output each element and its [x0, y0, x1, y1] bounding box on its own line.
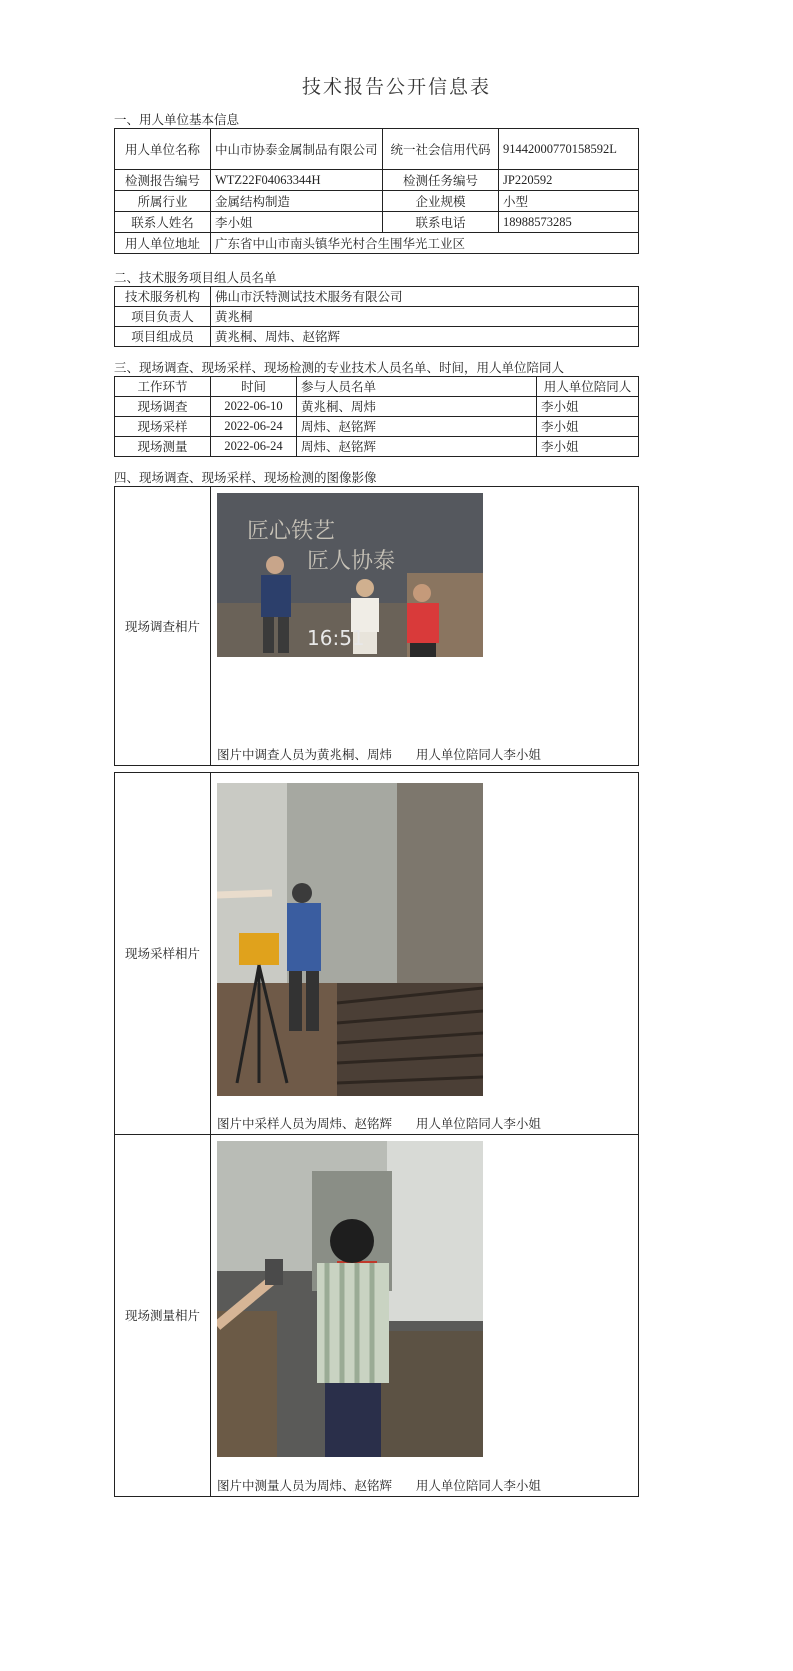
members: 黄兆桐、周炜、赵铭辉 [211, 327, 639, 347]
row-stage: 现场采样 [115, 417, 211, 437]
survey-caption: 图片中调查人员为黄兆桐、周炜 用人单位陪同人李小姐 [217, 747, 541, 762]
section1-heading: 一、用人单位基本信息 [114, 112, 240, 127]
phone-label: 联系电话 [383, 212, 499, 233]
survey-photo-time: 16:51 [307, 626, 365, 650]
row-date: 2022-06-10 [211, 397, 297, 417]
project-team-table [114, 286, 639, 347]
header-date: 时间 [211, 377, 297, 397]
sampling-measure-photo-table [114, 772, 639, 1497]
address: 广东省中山市南头镇华光村合生围华光工业区 [211, 233, 639, 254]
row-escort: 李小姐 [537, 397, 639, 417]
report-no-label: 检测报告编号 [115, 170, 211, 191]
svg-text:匠人协泰: 匠人协泰 [307, 549, 396, 574]
industry-label: 所属行业 [115, 191, 211, 212]
leader-label: 项目负责人 [115, 307, 211, 327]
address-label: 用人单位地址 [115, 233, 211, 254]
row-people: 周炜、赵铭辉 [297, 437, 537, 457]
row-people: 周炜、赵铭辉 [297, 417, 537, 437]
contact: 李小姐 [211, 212, 383, 233]
measure-photo-label: 现场测量相片 [115, 1135, 211, 1497]
header-escort: 用人单位陪同人 [537, 377, 639, 397]
measure-caption: 图片中测量人员为周炜、赵铭辉 用人单位陪同人李小姐 [217, 1478, 541, 1493]
phone: 18988573285 [499, 212, 639, 233]
sampling-photo [217, 783, 483, 1096]
row-stage: 现场调查 [115, 397, 211, 417]
employer-info-table [114, 128, 639, 254]
survey-photo-label: 现场调查相片 [115, 487, 211, 766]
employer-name: 中山市协泰金属制品有限公司 [211, 129, 383, 170]
measure-photo [217, 1141, 483, 1457]
row-escort: 李小姐 [537, 417, 639, 437]
industry: 金属结构制造 [211, 191, 383, 212]
row-escort: 李小姐 [537, 437, 639, 457]
field-work-table [114, 376, 639, 457]
svg-text:匠心铁艺: 匠心铁艺 [247, 519, 336, 544]
leader: 黄兆桐 [211, 307, 639, 327]
task-no-label: 检测任务编号 [383, 170, 499, 191]
employer-name-label: 用人单位名称 [115, 129, 211, 170]
header-stage: 工作环节 [115, 377, 211, 397]
table-row [115, 397, 639, 417]
header-people: 参与人员名单 [297, 377, 537, 397]
report-no: WTZ22F04063344H [211, 170, 383, 191]
row-stage: 现场测量 [115, 437, 211, 457]
section2-heading: 二、技术服务项目组人员名单 [114, 270, 277, 285]
credit-code-label: 统一社会信用代码 [383, 129, 499, 170]
row-date: 2022-06-24 [211, 437, 297, 457]
members-label: 项目组成员 [115, 327, 211, 347]
org: 佛山市沃特测试技术服务有限公司 [211, 287, 639, 307]
sampling-photo-label: 现场采样相片 [115, 773, 211, 1135]
sampling-caption: 图片中采样人员为周炜、赵铭辉 用人单位陪同人李小姐 [217, 1116, 541, 1131]
section3-heading: 三、现场调查、现场采样、现场检测的专业技术人员名单、时间，用人单位陪同人 [114, 360, 565, 375]
document-title: 技术报告公开信息表 [301, 76, 491, 98]
section4-heading: 四、现场调查、现场采样、现场检测的图像影像 [114, 470, 377, 485]
contact-label: 联系人姓名 [115, 212, 211, 233]
row-date: 2022-06-24 [211, 417, 297, 437]
scale: 小型 [499, 191, 639, 212]
table-row [115, 437, 639, 457]
table-row [115, 417, 639, 437]
task-no: JP220592 [499, 170, 639, 191]
row-people: 黄兆桐、周炜 [297, 397, 537, 417]
credit-code: 91442000770158592L [499, 129, 639, 170]
survey-photo-table [114, 486, 639, 766]
scale-label: 企业规模 [383, 191, 499, 212]
survey-photo [217, 493, 483, 657]
org-label: 技术服务机构 [115, 287, 211, 307]
